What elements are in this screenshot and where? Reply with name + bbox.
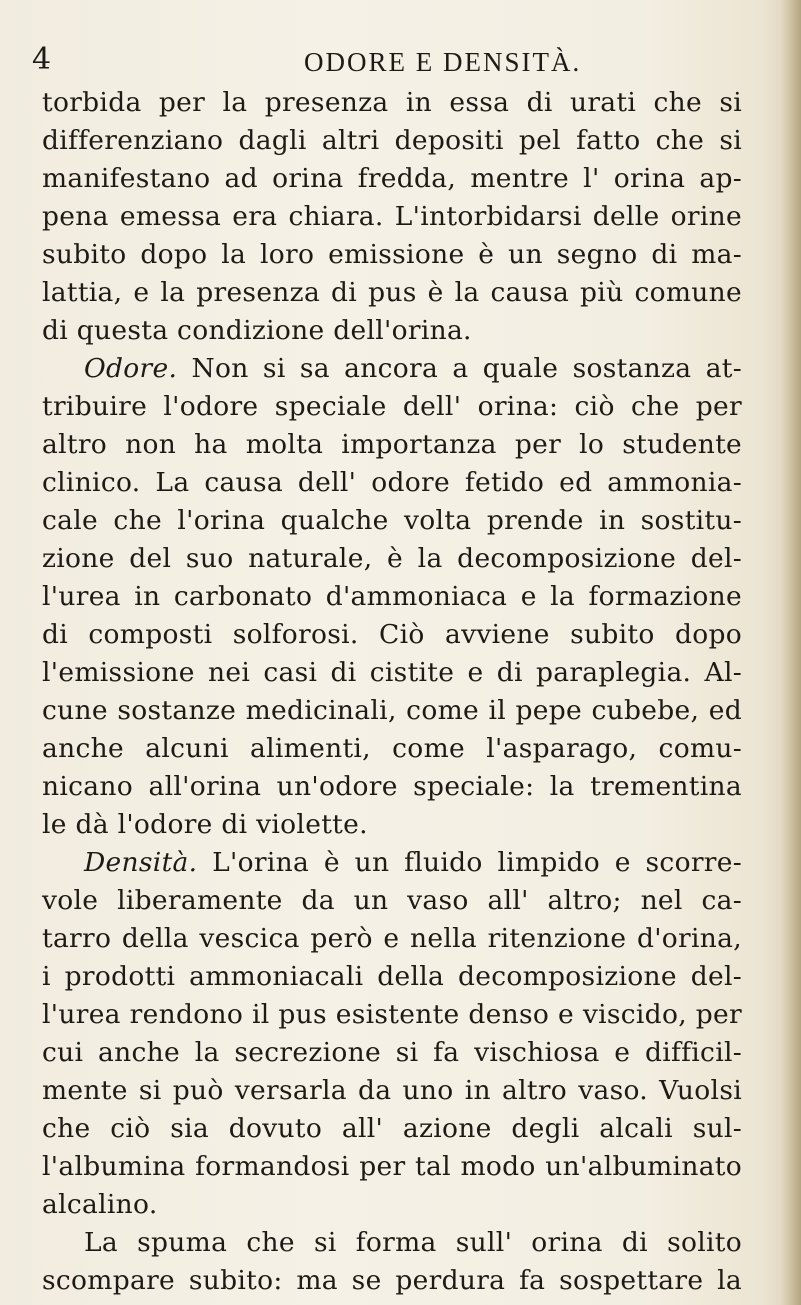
text-line-section-densita: Densità. L'orina è un fluido limpido e scorre-	[84, 847, 742, 878]
text-line: differenziano dagli altri depositi pel fatto che si	[42, 125, 742, 156]
text-line: torbida per la presenza in essa di urati che si	[42, 87, 742, 118]
text-line: l'emissione nei casi di cistite e di paraplegia. Al-	[42, 657, 742, 688]
text-line: tarro della vescica però e nella ritenzione d'orina,	[42, 923, 742, 954]
text-line: di composti solforosi. Ciò avviene subito dopo	[42, 619, 742, 650]
page-header	[32, 42, 752, 82]
text-line: pena emessa era chiara. L'intorbidarsi delle orine	[42, 201, 742, 232]
text-line: cune sostanze medicinali, come il pepe cubebe, ed	[42, 695, 742, 726]
text-line: clinico. La causa dell' odore fetido ed ammonia-	[42, 467, 742, 498]
text-line: i prodotti ammoniacali della decomposizione del-	[42, 961, 742, 992]
body-text	[42, 84, 742, 1300]
text-line: le dà l'odore di violette.	[42, 809, 368, 840]
text-line: zione del suo naturale, è la decomposizione del-	[42, 543, 742, 574]
text-line: tribuire l'odore speciale dell' orina: ciò che per	[42, 391, 742, 422]
text-line-section-odore: Odore. Non si sa ancora a quale sostanza at-	[84, 353, 742, 384]
text-line: cui anche la secrezione si fa vischiosa e difficil-	[42, 1037, 742, 1068]
text-line: La spuma che si forma sull' orina di solito	[84, 1227, 742, 1258]
text-line: manifestano ad orina fredda, mentre l' orina ap-	[42, 163, 742, 194]
running-head: ODORE E DENSITÀ.	[304, 47, 582, 77]
page-edge-shadow	[779, 0, 801, 1305]
text-line: mente si può versarla da uno in altro vaso. Vuolsi	[42, 1075, 742, 1106]
text-line: cale che l'orina qualche volta prende in sostitu-	[42, 505, 742, 536]
text-line: l'urea in carbonato d'ammoniaca e la formazione	[42, 581, 742, 612]
text-line: nicano all'orina un'odore speciale: la trementina	[42, 771, 742, 802]
text-line: l'urea rendono il pus esistente denso e viscido, per	[42, 999, 742, 1030]
text-line: anche alcuni alimenti, come l'asparago, comu-	[42, 733, 742, 764]
text-line: scompare subito: ma se perdura fa sospettare la	[42, 1265, 742, 1296]
page-number: 4	[32, 42, 52, 77]
text-line: vole liberamente da un vaso all' altro; nel ca-	[42, 885, 742, 916]
text-line: che ciò sia dovuto all' azione degli alcali sul-	[42, 1113, 742, 1144]
text-line: lattia, e la presenza di pus è la causa più comune	[42, 277, 742, 308]
section-heading-densita: Densità.	[84, 847, 198, 878]
text-line: di questa condizione dell'orina.	[42, 315, 472, 346]
text-line: altro non ha molta importanza per lo studente	[42, 429, 742, 460]
text-line: subito dopo la loro emissione è un segno di ma-	[42, 239, 742, 270]
text-line: alcalino.	[42, 1189, 158, 1220]
text-line: l'albumina formandosi per tal modo un'albuminato	[42, 1151, 742, 1182]
section-heading-odore: Odore.	[84, 353, 178, 384]
